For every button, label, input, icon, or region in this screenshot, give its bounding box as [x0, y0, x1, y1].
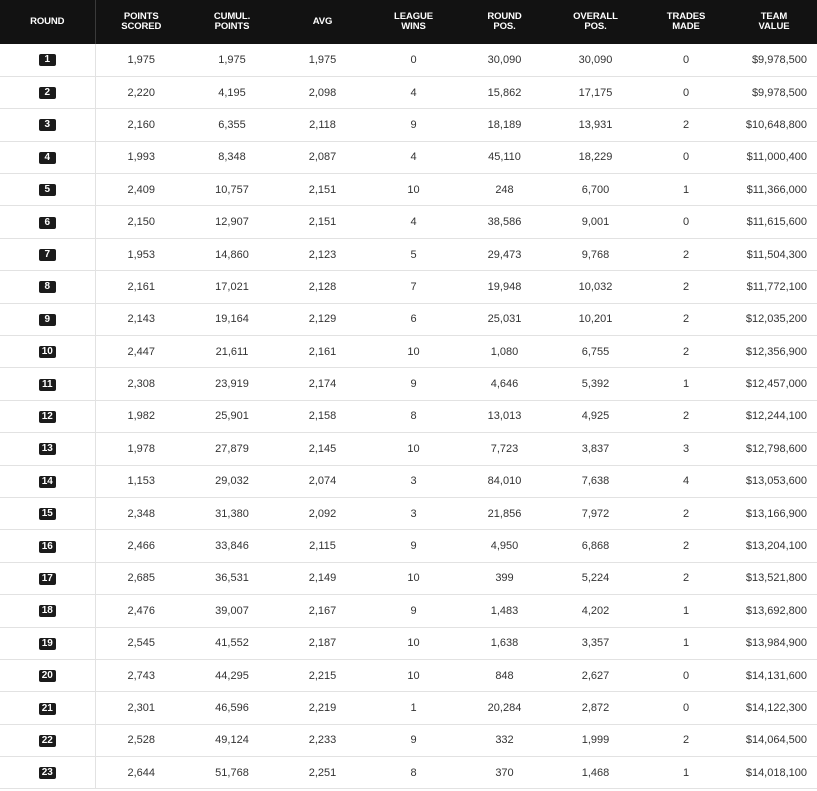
cell-points-scored: 1,982 — [127, 410, 156, 423]
cell-overall-pos: 3,837 — [581, 442, 610, 455]
cell-round-pos: 19,948 — [487, 280, 522, 293]
round-badge: 15 — [39, 508, 56, 520]
round-badge: 11 — [39, 379, 56, 391]
cell-team-value: $12,244,100 — [745, 410, 807, 423]
table-row — [0, 44, 817, 76]
cell-avg: 2,149 — [308, 572, 337, 585]
cell-avg: 2,167 — [308, 604, 337, 617]
cell-avg: 2,219 — [308, 702, 337, 714]
cell-round-pos: 4,646 — [490, 378, 519, 391]
cell-overall-pos: 30,090 — [578, 53, 613, 66]
cell-round — [0, 724, 95, 756]
cell-trades-made: 1 — [682, 637, 690, 650]
cell-league-wins: 9 — [410, 540, 417, 553]
cell-cumul-points: 27,879 — [215, 442, 249, 455]
cell-round-pos: 38,586 — [487, 216, 522, 229]
cell-points-scored: 2,150 — [127, 216, 156, 229]
cell-points-scored: 2,545 — [127, 637, 156, 650]
cell-trades-made: 0 — [682, 53, 690, 66]
cell-cumul-points: 1,975 — [218, 53, 246, 66]
cell-points-scored: 2,476 — [127, 604, 156, 617]
round-badge: 21 — [39, 703, 56, 715]
cell-cumul-points: 33,846 — [215, 540, 249, 553]
cell-team-value: $11,366,000 — [746, 183, 807, 196]
cell-avg: 2,233 — [308, 734, 337, 747]
cell-round — [0, 141, 95, 173]
cell-round-pos: 848 — [495, 669, 514, 682]
cell-league-wins: 3 — [410, 507, 417, 520]
cell-points-scored: 2,466 — [127, 540, 156, 553]
cell-points-scored: 2,301 — [127, 702, 156, 714]
table-row — [0, 659, 817, 691]
cell-points-scored: 1,975 — [127, 53, 156, 66]
cell-cumul-points: 36,531 — [215, 572, 249, 585]
cell-cumul-points: 44,295 — [215, 669, 249, 682]
header-overall-pos[interactable]: OVERALL POS. — [573, 11, 618, 32]
cell-round-pos: 18,189 — [487, 118, 522, 131]
cell-round — [0, 303, 95, 335]
cell-league-wins: 9 — [410, 118, 417, 131]
table-row — [0, 465, 817, 497]
cell-trades-made: 4 — [682, 475, 690, 488]
cell-overall-pos: 13,931 — [578, 118, 613, 131]
cell-round-pos: 84,010 — [487, 475, 522, 488]
cell-round-pos: 15,862 — [487, 86, 522, 99]
cell-points-scored: 2,743 — [127, 669, 156, 682]
cell-team-value: $13,166,900 — [745, 507, 807, 520]
cell-team-value: $13,204,100 — [745, 540, 807, 553]
cell-team-value: $14,018,100 — [745, 766, 807, 779]
round-badge: 9 — [39, 314, 56, 326]
cell-round-pos: 399 — [495, 572, 514, 585]
table-row — [0, 433, 817, 465]
cell-avg: 2,115 — [309, 540, 336, 553]
cell-team-value: $13,053,600 — [745, 475, 807, 488]
cell-round-pos: 7,723 — [490, 442, 519, 455]
cell-round — [0, 497, 95, 529]
cell-trades-made: 2 — [682, 313, 690, 326]
cell-team-value: $14,131,600 — [745, 669, 807, 682]
cell-team-value: $14,064,500 — [745, 734, 807, 747]
cell-round-pos: 332 — [495, 734, 514, 747]
cell-avg: 2,161 — [308, 345, 337, 358]
cell-points-scored: 1,153 — [127, 475, 156, 488]
cell-round-pos: 4,950 — [490, 540, 519, 553]
cell-avg: 2,251 — [308, 766, 337, 779]
cell-league-wins: 10 — [407, 669, 420, 682]
round-badge: 22 — [39, 735, 56, 747]
cell-avg: 2,098 — [308, 86, 337, 99]
cell-league-wins: 8 — [410, 766, 417, 779]
cell-overall-pos: 9,001 — [581, 216, 610, 229]
cell-league-wins: 7 — [410, 280, 417, 293]
cell-trades-made: 2 — [682, 540, 690, 553]
cell-team-value: $10,648,800 — [745, 118, 807, 131]
cell-overall-pos: 1,999 — [581, 734, 610, 747]
cell-overall-pos: 9,768 — [581, 248, 610, 261]
cell-league-wins: 4 — [410, 86, 417, 99]
round-badge: 17 — [39, 573, 56, 585]
cell-league-wins: 3 — [410, 475, 417, 488]
cell-overall-pos: 4,925 — [581, 410, 610, 423]
cell-avg: 1,975 — [308, 53, 337, 66]
cell-points-scored: 2,220 — [127, 86, 156, 99]
cell-trades-made: 0 — [682, 669, 690, 682]
cell-round-pos: 13,013 — [487, 410, 522, 423]
cell-round-pos: 248 — [495, 183, 514, 196]
cell-round — [0, 238, 95, 270]
cell-points-scored: 2,160 — [127, 118, 156, 131]
cell-avg: 2,215 — [308, 669, 337, 682]
cell-round-pos: 21,856 — [487, 507, 522, 520]
cell-avg: 2,074 — [308, 475, 337, 488]
cell-avg: 2,174 — [308, 378, 337, 391]
header-league-wins[interactable]: LEAGUE WINS — [394, 11, 433, 32]
table-row — [0, 400, 817, 432]
cell-overall-pos: 3,357 — [581, 637, 610, 650]
cell-team-value: $14,122,300 — [745, 702, 807, 714]
table-row — [0, 141, 817, 173]
cell-avg: 2,123 — [308, 248, 337, 261]
cell-cumul-points: 21,611 — [215, 345, 249, 358]
cell-avg: 2,145 — [308, 442, 337, 455]
cell-cumul-points: 31,380 — [215, 507, 249, 520]
cell-points-scored: 2,409 — [127, 183, 156, 196]
round-badge: 12 — [39, 411, 56, 423]
cell-cumul-points: 4,195 — [218, 86, 246, 99]
cell-team-value: $12,356,900 — [745, 345, 807, 358]
cell-round-pos: 1,483 — [490, 604, 519, 617]
round-badge: 20 — [39, 670, 56, 682]
cell-team-value: $12,035,200 — [745, 313, 807, 326]
cell-team-value: $13,521,800 — [745, 572, 807, 585]
cell-overall-pos: 7,638 — [581, 475, 610, 488]
cell-league-wins: 10 — [407, 183, 420, 196]
cell-round — [0, 757, 95, 789]
cell-round — [0, 530, 95, 562]
cell-trades-made: 2 — [682, 280, 690, 293]
round-badge: 19 — [39, 638, 56, 650]
cell-round — [0, 368, 95, 400]
cell-round — [0, 109, 95, 141]
cell-round — [0, 174, 95, 206]
cell-round-pos: 20,284 — [487, 702, 522, 714]
cell-cumul-points: 12,907 — [215, 216, 249, 229]
table-row — [0, 336, 817, 368]
cell-round-pos: 25,031 — [487, 313, 522, 326]
table-row — [0, 757, 817, 789]
cell-league-wins: 6 — [410, 313, 417, 326]
cell-round — [0, 692, 95, 724]
round-badge: 5 — [39, 184, 56, 196]
cell-league-wins: 0 — [410, 53, 417, 66]
cell-points-scored: 2,644 — [127, 766, 156, 779]
cell-team-value: $13,692,800 — [745, 604, 807, 617]
cell-points-scored: 2,528 — [127, 734, 156, 747]
cell-trades-made: 0 — [682, 86, 690, 99]
cell-league-wins: 9 — [410, 734, 417, 747]
cell-team-value: $13,984,900 — [745, 637, 807, 650]
cell-league-wins: 10 — [407, 637, 420, 650]
cell-team-value: $11,000,400 — [746, 151, 807, 164]
cell-trades-made: 2 — [682, 734, 690, 747]
table-row — [0, 238, 817, 270]
cell-avg: 2,158 — [308, 410, 337, 423]
cell-league-wins: 9 — [410, 604, 417, 617]
cell-avg: 2,087 — [308, 151, 337, 164]
cell-avg: 2,118 — [309, 118, 336, 131]
cell-team-value: $9,978,500 — [751, 53, 807, 66]
table-row — [0, 206, 817, 238]
table-row — [0, 627, 817, 659]
cell-league-wins: 1 — [410, 702, 417, 714]
cell-round — [0, 336, 95, 368]
cell-overall-pos: 5,224 — [581, 572, 610, 585]
round-badge: 7 — [39, 249, 56, 261]
cell-cumul-points: 8,348 — [218, 151, 246, 164]
round-badge: 13 — [39, 443, 56, 455]
cell-cumul-points: 17,021 — [215, 280, 249, 293]
cell-cumul-points: 19,164 — [215, 313, 249, 326]
cell-avg: 2,151 — [308, 216, 337, 229]
table-body — [0, 44, 817, 789]
cell-trades-made: 2 — [682, 118, 690, 131]
cell-overall-pos: 7,972 — [581, 507, 610, 520]
cell-league-wins: 4 — [410, 216, 417, 229]
cell-points-scored: 2,348 — [127, 507, 156, 520]
cell-round-pos: 30,090 — [487, 53, 522, 66]
cell-round — [0, 206, 95, 238]
cell-points-scored: 2,161 — [127, 280, 156, 293]
round-badge: 23 — [39, 767, 56, 779]
cell-avg: 2,187 — [308, 637, 337, 650]
cell-round — [0, 44, 95, 76]
cell-trades-made: 2 — [682, 248, 690, 261]
round-badge: 1 — [39, 54, 56, 66]
cell-avg: 2,151 — [308, 183, 337, 196]
cell-cumul-points: 23,919 — [215, 378, 249, 391]
cell-round — [0, 595, 95, 627]
cell-overall-pos: 18,229 — [578, 151, 613, 164]
cell-points-scored: 2,308 — [127, 378, 156, 391]
cell-overall-pos: 6,868 — [581, 540, 610, 553]
cell-overall-pos: 10,032 — [578, 280, 613, 293]
header-trades-made[interactable]: TRADES MADE — [666, 11, 706, 32]
table-row — [0, 562, 817, 594]
header-points-scored[interactable]: POINTS SCORED — [121, 11, 162, 32]
header-avg[interactable]: AVG — [312, 16, 333, 27]
cell-trades-made: 1 — [682, 604, 690, 617]
round-badge: 3 — [39, 119, 56, 131]
cell-cumul-points: 29,032 — [215, 475, 249, 488]
cell-overall-pos: 1,468 — [581, 766, 610, 779]
cell-points-scored: 2,685 — [127, 572, 156, 585]
cell-cumul-points: 6,355 — [218, 118, 246, 131]
cell-trades-made: 0 — [682, 216, 690, 229]
cell-trades-made: 2 — [682, 572, 690, 585]
table-row — [0, 595, 817, 627]
cell-trades-made: 1 — [682, 378, 690, 391]
header-round[interactable]: ROUND — [0, 0, 95, 44]
cell-round — [0, 562, 95, 594]
cell-trades-made: 1 — [682, 183, 690, 196]
cell-avg: 2,129 — [308, 313, 337, 326]
cell-team-value: $11,772,100 — [746, 280, 807, 293]
cell-round-pos: 370 — [495, 766, 514, 779]
table-row — [0, 692, 817, 724]
cell-trades-made: 0 — [682, 151, 690, 164]
round-badge: 16 — [39, 541, 56, 553]
table-row — [0, 497, 817, 529]
cell-round — [0, 433, 95, 465]
cell-league-wins: 9 — [410, 378, 417, 391]
cell-league-wins: 4 — [410, 151, 417, 164]
cell-points-scored: 1,993 — [127, 151, 156, 164]
header-team-value[interactable]: TEAM VALUE — [758, 11, 790, 32]
cell-team-value: $11,504,300 — [746, 248, 807, 261]
cell-round-pos: 29,473 — [487, 248, 522, 261]
cell-team-value: $12,798,600 — [745, 442, 807, 455]
table-row — [0, 76, 817, 108]
cell-trades-made: 2 — [682, 410, 690, 423]
cell-round-pos: 45,110 — [488, 151, 521, 164]
cell-cumul-points: 10,757 — [215, 183, 249, 196]
cell-round — [0, 271, 95, 303]
cell-trades-made: 1 — [682, 766, 690, 779]
cell-avg: 2,128 — [308, 280, 337, 293]
table-row — [0, 109, 817, 141]
round-badge: 10 — [39, 346, 56, 358]
round-badge: 14 — [39, 476, 56, 488]
header-cumul-points[interactable]: CUMUL. POINTS — [213, 11, 251, 32]
table-row — [0, 303, 817, 335]
cell-overall-pos: 6,700 — [581, 183, 610, 196]
cell-cumul-points: 14,860 — [215, 248, 249, 261]
cell-league-wins: 10 — [407, 345, 420, 358]
round-badge: 6 — [39, 217, 56, 229]
table-row — [0, 368, 817, 400]
round-badge: 4 — [39, 152, 56, 164]
table-row — [0, 271, 817, 303]
cell-round — [0, 465, 95, 497]
cell-cumul-points: 25,901 — [215, 410, 249, 423]
cell-team-value: $9,978,500 — [751, 86, 807, 99]
cell-round-pos: 1,638 — [490, 637, 519, 650]
cell-points-scored: 2,143 — [127, 313, 156, 326]
cell-team-value: $12,457,000 — [745, 378, 807, 391]
cell-overall-pos: 6,755 — [581, 345, 610, 358]
cell-overall-pos: 5,392 — [581, 378, 610, 391]
table-row — [0, 530, 817, 562]
cell-league-wins: 5 — [410, 248, 417, 261]
cell-trades-made: 3 — [682, 442, 690, 455]
cell-overall-pos: 2,627 — [581, 669, 610, 682]
cell-cumul-points: 51,768 — [215, 766, 249, 779]
cell-cumul-points: 41,552 — [215, 637, 249, 650]
cell-trades-made: 0 — [682, 702, 690, 714]
cell-overall-pos: 2,872 — [581, 702, 610, 714]
cell-points-scored: 1,953 — [127, 248, 156, 261]
cell-points-scored: 1,978 — [127, 442, 156, 455]
cell-points-scored: 2,447 — [127, 345, 156, 358]
round-badge: 2 — [39, 87, 56, 99]
round-badge: 8 — [39, 281, 56, 293]
cell-round — [0, 76, 95, 108]
cell-round — [0, 659, 95, 691]
table-row — [0, 724, 817, 756]
cell-overall-pos: 17,175 — [578, 86, 613, 99]
cell-round-pos: 1,080 — [490, 345, 519, 358]
cell-overall-pos: 10,201 — [578, 313, 613, 326]
cell-avg: 2,092 — [308, 507, 337, 520]
cell-league-wins: 8 — [410, 410, 417, 423]
table-row — [0, 174, 817, 206]
cell-trades-made: 2 — [682, 507, 690, 520]
cell-league-wins: 10 — [407, 442, 420, 455]
cell-team-value: $11,615,600 — [746, 216, 807, 229]
cell-cumul-points: 46,596 — [215, 702, 249, 714]
header-round-pos[interactable]: ROUND POS. — [487, 11, 522, 32]
cell-cumul-points: 39,007 — [215, 604, 249, 617]
cell-cumul-points: 49,124 — [215, 734, 249, 747]
cell-overall-pos: 4,202 — [581, 604, 610, 617]
cell-round — [0, 400, 95, 432]
cell-league-wins: 10 — [407, 572, 420, 585]
table-header-row — [0, 0, 817, 44]
cell-round — [0, 627, 95, 659]
round-badge: 18 — [39, 605, 56, 617]
cell-trades-made: 2 — [682, 345, 690, 358]
